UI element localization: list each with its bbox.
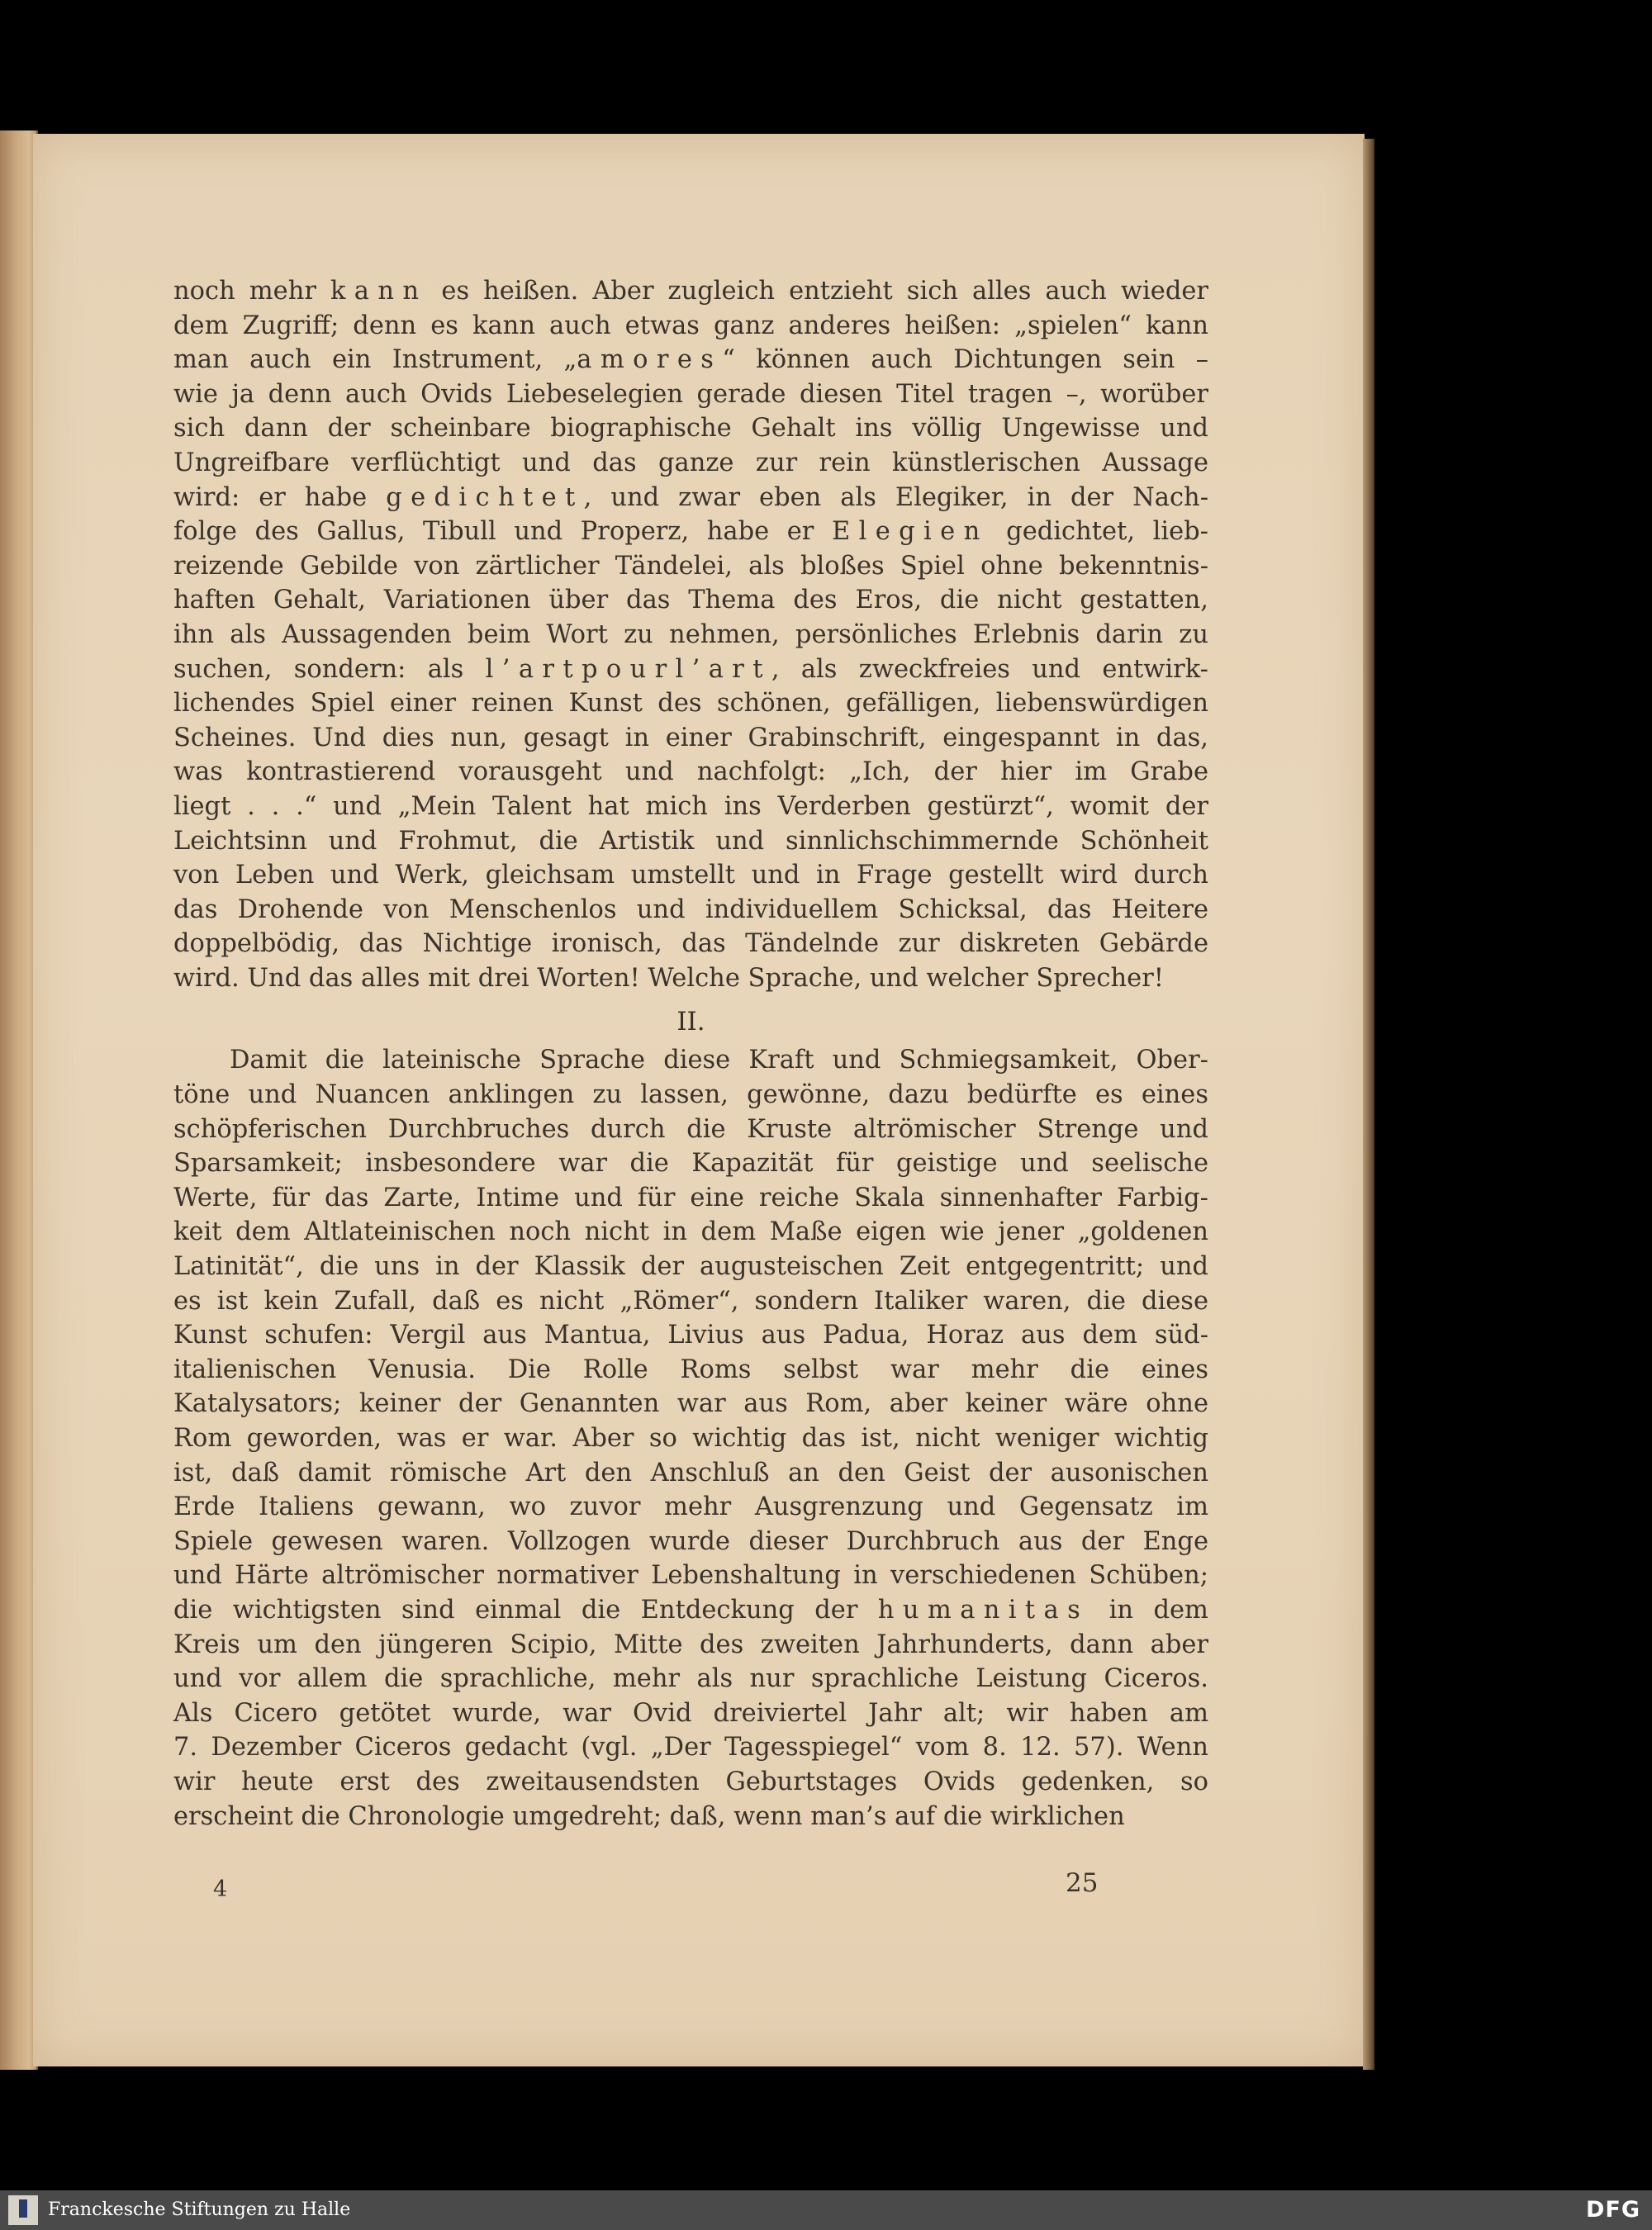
text-line: folge des Gallus, Tibull und Properz, habe er Elegien gedichtet, lieb- <box>173 517 1208 547</box>
signature-mark: 4 <box>213 1877 228 1902</box>
text-line: Scheines. Und dies nun, gesagt in einer Grabinschrift, eingespannt in das, <box>173 723 1208 752</box>
text-line: Kreis um den jüngeren Scipio, Mitte des zweiten Jahrhunderts, dann aber <box>173 1630 1208 1659</box>
text-line: haften Gehalt, Variationen über das Thema des Eros, die nicht gestatten, <box>173 586 1208 615</box>
text-line: Katalysators; keiner der Genannten war aus Rom, aber keiner wäre ohne <box>173 1389 1208 1419</box>
text-line: wie ja denn auch Ovids Liebeselegien gerade diesen Titel tragen –, worüber <box>173 379 1208 409</box>
text-line: sich dann der scheinbare biographische Gehalt ins völlig Ungewisse und <box>173 414 1208 444</box>
text-line: wird: er habe gedichtet, und zwar eben als Elegiker, in der Nach- <box>173 482 1208 512</box>
paragraph-1 <box>173 274 1208 995</box>
text-line: töne und Nuancen anklingen zu lassen, gewönne, dazu bedürfte es eines <box>173 1080 1208 1110</box>
text-line: es ist kein Zufall, daß es nicht „Römer“, sondern Italiker waren, die diese <box>173 1286 1208 1316</box>
text-line: die wichtigsten sind einmal die Entdeckung der humanitas in dem <box>173 1595 1208 1625</box>
page-edge-shadow <box>1363 139 1374 2070</box>
text-line: das Drohende von Menschenlos und individuellem Schicksal, das Heitere <box>173 894 1208 924</box>
institution-name: Franckesche Stiftungen zu Halle <box>48 2199 351 2220</box>
emphasized-word: gedichtet <box>386 482 584 512</box>
text-line: und Härte altrömischer normativer Lebenshaltung in verschiedenen Schüben; <box>173 1561 1208 1591</box>
text-line: Leichtsinn und Frohmut, die Artistik und sinnlichschimmernde Schönheit <box>173 826 1208 856</box>
institution-logo-icon <box>8 2195 38 2225</box>
footer-bar <box>0 2190 1652 2230</box>
text-line: wir heute erst des zweitausendsten Geburtstages Ovids gedenken, so <box>173 1767 1208 1796</box>
page-number: 25 <box>1066 1868 1099 1898</box>
text-line: was kontrastierend vorausgeht und nachfolgt: „Ich, der hier im Grabe <box>173 757 1208 787</box>
body-text <box>173 274 1208 1834</box>
text-line: Werte, für das Zarte, Intime und für eine reiche Skala sinnenhafter Farbig- <box>173 1183 1208 1212</box>
text-line: Erde Italiens gewann, wo zuvor mehr Ausgrenzung und Gegensatz im <box>173 1492 1208 1522</box>
text-line: 7. Dezember Ciceros gedacht (vgl. „Der Tagesspiegel“ vom 8. 12. 57). Wenn <box>173 1733 1208 1763</box>
text-line: Als Cicero getötet wurde, war Ovid dreiviertel Jahr alt; wir haben am <box>173 1698 1208 1728</box>
text-line: von Leben und Werk, gleichsam umstellt und in Frage gestellt wird durch <box>173 861 1208 890</box>
text-line: dem Zugriff; denn es kann auch etwas ganz anderes heißen: „spielen“ kann <box>173 311 1208 340</box>
text-line: Latinität“, die uns in der Klassik der augusteischen Zeit entgegentritt; und <box>173 1252 1208 1282</box>
text-line: Spiele gewesen waren. Vollzogen wurde dieser Durchbruch aus der Enge <box>173 1526 1208 1556</box>
paragraph-2 <box>173 1043 1208 1834</box>
text-line: liegt . . .“ und „Mein Talent hat mich ins Verderben gestürzt“, womit der <box>173 791 1208 821</box>
text-line: suchen, sondern: als l’artpourl’art, als zweckfreies und entwirk- <box>173 654 1208 684</box>
text-line: Ungreifbare verflüchtigt und das ganze zur rein künstlerischen Aussage <box>173 448 1208 477</box>
text-line: reizende Gebilde von zärtlicher Tändelei, als bloßes Spiel ohne bekenntnis- <box>173 551 1208 581</box>
emphasized-word: humanitas <box>877 1595 1089 1625</box>
text-line: noch mehr kann es heißen. Aber zugleich entzieht sich alles auch wieder <box>173 277 1208 306</box>
emphasized-word: Elegien <box>831 517 989 547</box>
book-page <box>33 134 1365 2066</box>
text-line: ihn als Aussagenden beim Wort zu nehmen, persönliches Erlebnis darin zu <box>173 619 1208 649</box>
text-line: keit dem Altlateinischen noch nicht in dem Maße eigen wie jener „goldenen <box>173 1217 1208 1247</box>
text-line: Rom geworden, was er war. Aber so wichtig das ist, nicht weniger wichtig <box>173 1424 1208 1453</box>
text-line: ist, daß damit römische Art den Anschluß an den Geist der ausonischen <box>173 1458 1208 1487</box>
text-line: italienischen Venusia. Die Rolle Roms selbst war mehr die eines <box>173 1355 1208 1384</box>
emphasized-word: kann <box>330 277 428 306</box>
text-line: schöpferischen Durchbruches durch die Kruste altrömischer Strenge und <box>173 1114 1208 1144</box>
section-heading: II. <box>676 1007 705 1037</box>
text-line: man auch ein Instrument, „amores“ können auch Dichtungen sein – <box>173 345 1208 375</box>
text-line: wird. Und das alles mit drei Worten! Welche Sprache, und welcher Sprecher! <box>173 963 1165 993</box>
emphasized-word: amores <box>577 345 723 375</box>
text-line: und vor allem die sprachliche, mehr als nur sprachliche Leistung Ciceros. <box>173 1664 1208 1694</box>
emphasized-word: l’artpourl’art <box>485 654 771 684</box>
text-line: Damit die lateinische Sprache diese Kraft und Schmiegsamkeit, Ober- <box>230 1046 1208 1075</box>
text-line: lichendes Spiel einer reinen Kunst des schönen, gefälligen, liebenswürdigen <box>173 689 1208 719</box>
text-line: Sparsamkeit; insbesondere war die Kapazität für geistige und seelische <box>173 1149 1208 1179</box>
text-line: doppelbödig, das Nichtige ironisch, das Tändelnde zur diskreten Gebärde <box>173 929 1208 959</box>
dfg-logo: DFG <box>1585 2197 1640 2223</box>
text-line: Kunst schufen: Vergil aus Mantua, Livius aus Padua, Horaz aus dem süd- <box>173 1321 1208 1350</box>
text-line: erscheint die Chronologie umgedreht; daß, wenn man’s auf die wirklichen <box>173 1801 1125 1831</box>
